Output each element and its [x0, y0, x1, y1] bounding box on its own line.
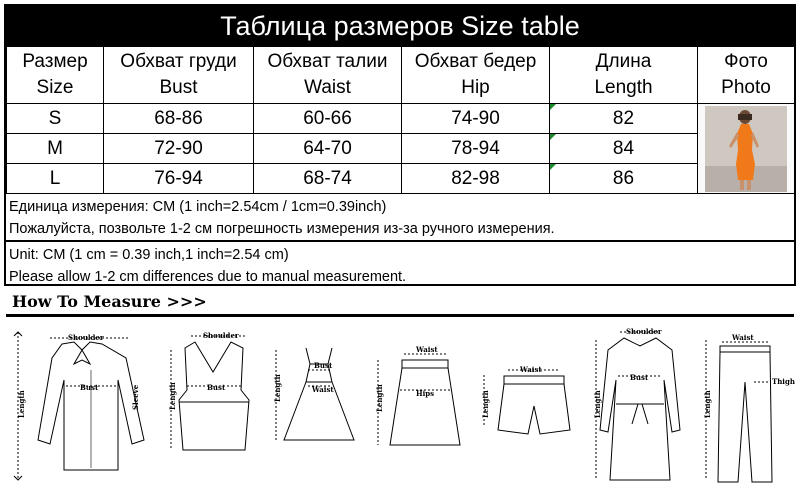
- photo-cell: [698, 104, 795, 194]
- shoulder-label: Shoulder: [203, 331, 239, 340]
- cell-hip: 74-90: [402, 104, 550, 134]
- note-tolerance-en: Please allow 1-2 cm differences due to manual measurement.: [9, 269, 407, 285]
- cell-length: 82: [550, 104, 698, 134]
- cell-size: M: [7, 134, 104, 164]
- cell-waist: 68-74: [254, 164, 402, 194]
- length-label: Length: [375, 384, 384, 412]
- cell-hip: 78-94: [402, 134, 550, 164]
- table-row: [7, 134, 795, 164]
- table-row: [7, 104, 795, 134]
- how-to-measure-heading: How To Measure >>>: [12, 292, 207, 311]
- shoulder-label: Shoulder: [68, 333, 104, 342]
- cell-size: L: [7, 164, 104, 194]
- table-header-row: [7, 47, 795, 104]
- shorts-figure: [478, 320, 578, 492]
- header-size: Размер Size: [7, 47, 104, 104]
- header-hip: Обхват бедер Hip: [402, 47, 550, 104]
- table-title: Таблица размеров Size table: [6, 6, 794, 46]
- length-label: Length: [481, 390, 490, 418]
- length-label: Length: [168, 382, 177, 410]
- note-unit-ru: Единица измерения: CM (1 inch=2.54cm / 1cm=0.39inch): [9, 199, 387, 215]
- notes-english: [6, 242, 794, 286]
- dress-photo: [705, 106, 787, 192]
- header-bust: Обхват груди Bust: [104, 47, 254, 104]
- shoulder-label: Shoulder: [626, 327, 662, 336]
- header-waist: Обхват талии Waist: [254, 47, 402, 104]
- cell-hip: 82-98: [402, 164, 550, 194]
- cell-bust: 68-86: [104, 104, 254, 134]
- heading-divider: [6, 314, 794, 317]
- cell-waist: 60-66: [254, 104, 402, 134]
- length-label: Length: [593, 390, 602, 418]
- header-length: Длина Length: [550, 47, 698, 104]
- note-unit-en: Unit: CM (1 cm = 0.39 inch,1 inch=2.54 cm): [9, 247, 289, 263]
- thigh-label: Thigh: [772, 377, 795, 386]
- bust-label: Bust: [80, 383, 99, 392]
- note-tolerance-ru: Пожалуйста, позвольте 1-2 см погрешность измерения из-за ручного измерения.: [9, 221, 555, 237]
- cell-bust: 72-90: [104, 134, 254, 164]
- cell-bust: 76-94: [104, 164, 254, 194]
- cell-length: 84: [550, 134, 698, 164]
- waist-label: Waist: [520, 365, 542, 374]
- length-label: Length: [703, 390, 712, 418]
- sleeve-label: Sleeve: [131, 384, 140, 410]
- cell-size: S: [7, 104, 104, 134]
- waist-label: Waist: [732, 333, 754, 342]
- table-row: [7, 164, 795, 194]
- bust-label: Bust: [207, 383, 226, 392]
- waist-label: Waist: [416, 345, 438, 354]
- size-table: [6, 46, 795, 194]
- bust-label: Bust: [314, 361, 333, 370]
- bust-label: Bust: [630, 373, 649, 382]
- hips-label: Hips: [416, 389, 435, 398]
- length-label: Length: [273, 374, 282, 402]
- dress-figure: [270, 320, 365, 492]
- skirt-figure: [372, 320, 467, 492]
- coat-figure: [588, 320, 688, 492]
- cell-length: 86: [550, 164, 698, 194]
- vest-figure: [165, 320, 260, 492]
- blouse-figure: [10, 320, 160, 492]
- dress-photo-image: [705, 106, 787, 192]
- cell-waist: 64-70: [254, 134, 402, 164]
- header-photo: Фото Photo: [698, 47, 795, 104]
- waist-label: Waist: [312, 385, 334, 394]
- length-label: Length: [17, 390, 26, 418]
- notes-russian: [6, 196, 794, 242]
- measurement-figures: [0, 320, 800, 492]
- trousers-figure: [698, 320, 798, 492]
- size-table-frame: [4, 4, 796, 286]
